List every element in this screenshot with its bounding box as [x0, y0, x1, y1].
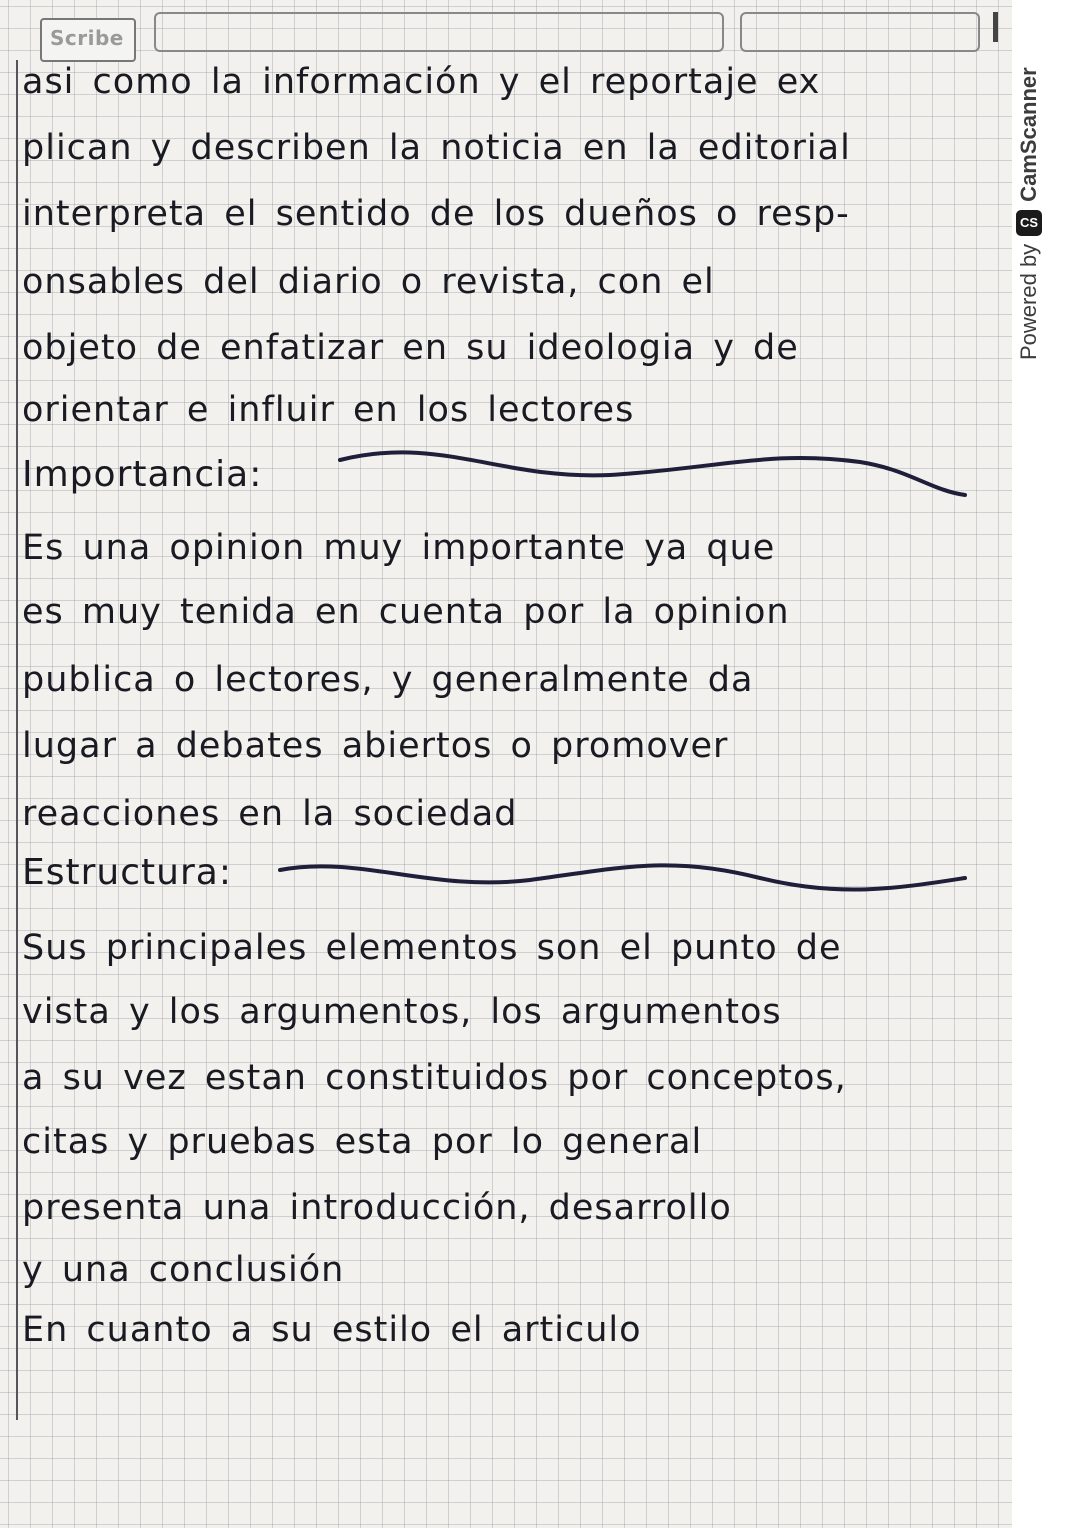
text-line: asi como la información y el reportaje ex — [22, 62, 821, 102]
section-heading-estructura: Estructura: — [22, 852, 232, 893]
notebook-brand-logo: Scribe — [50, 26, 124, 50]
notebook-brand-box — [40, 18, 136, 62]
text-line: Sus principales elementos son el punto de — [22, 928, 842, 968]
text-line: citas y pruebas esta por lo general — [22, 1122, 703, 1162]
text-line: publica o lectores, y generalmente da — [22, 660, 754, 700]
text-line: es muy tenida en cuenta por la opinion — [22, 592, 790, 632]
text-line: presenta una introducción, desarrollo — [22, 1188, 732, 1228]
section-heading-importancia: Importancia: — [22, 454, 263, 495]
header-field — [154, 12, 724, 52]
text-line: lugar a debates abiertos o promover — [22, 726, 729, 766]
decorative-wave-underline — [240, 850, 980, 910]
text-line: y una conclusión — [22, 1250, 345, 1290]
text-line: objeto de enfatizar en su ideologia y de — [22, 328, 799, 368]
decorative-wave-underline — [300, 440, 980, 510]
text-line: orientar e influir en los lectores — [22, 390, 635, 430]
text-line: a su vez estan constituidos por conceptos, — [22, 1058, 847, 1098]
text-line: plican y describen la noticia en la editorial — [22, 128, 851, 168]
header-date-field — [740, 12, 980, 52]
camscanner-logo-icon: CS — [1016, 210, 1042, 236]
margin-line — [16, 60, 18, 1420]
text-line: En cuanto a su estilo el articulo — [22, 1310, 642, 1350]
watermark-prefix: Powered by — [1016, 243, 1041, 360]
text-line: onsables del diario o revista, con el — [22, 262, 715, 302]
text-line: Es una opinion muy importante ya que — [22, 528, 776, 568]
text-line: reacciones en la sociedad — [22, 794, 518, 834]
watermark-brand: CamScanner — [1016, 67, 1041, 202]
page-edge-mark — [993, 12, 998, 42]
text-line: vista y los argumentos, los argumentos — [22, 992, 782, 1032]
text-line: interpreta el sentido de los dueños o resp- — [22, 194, 850, 234]
